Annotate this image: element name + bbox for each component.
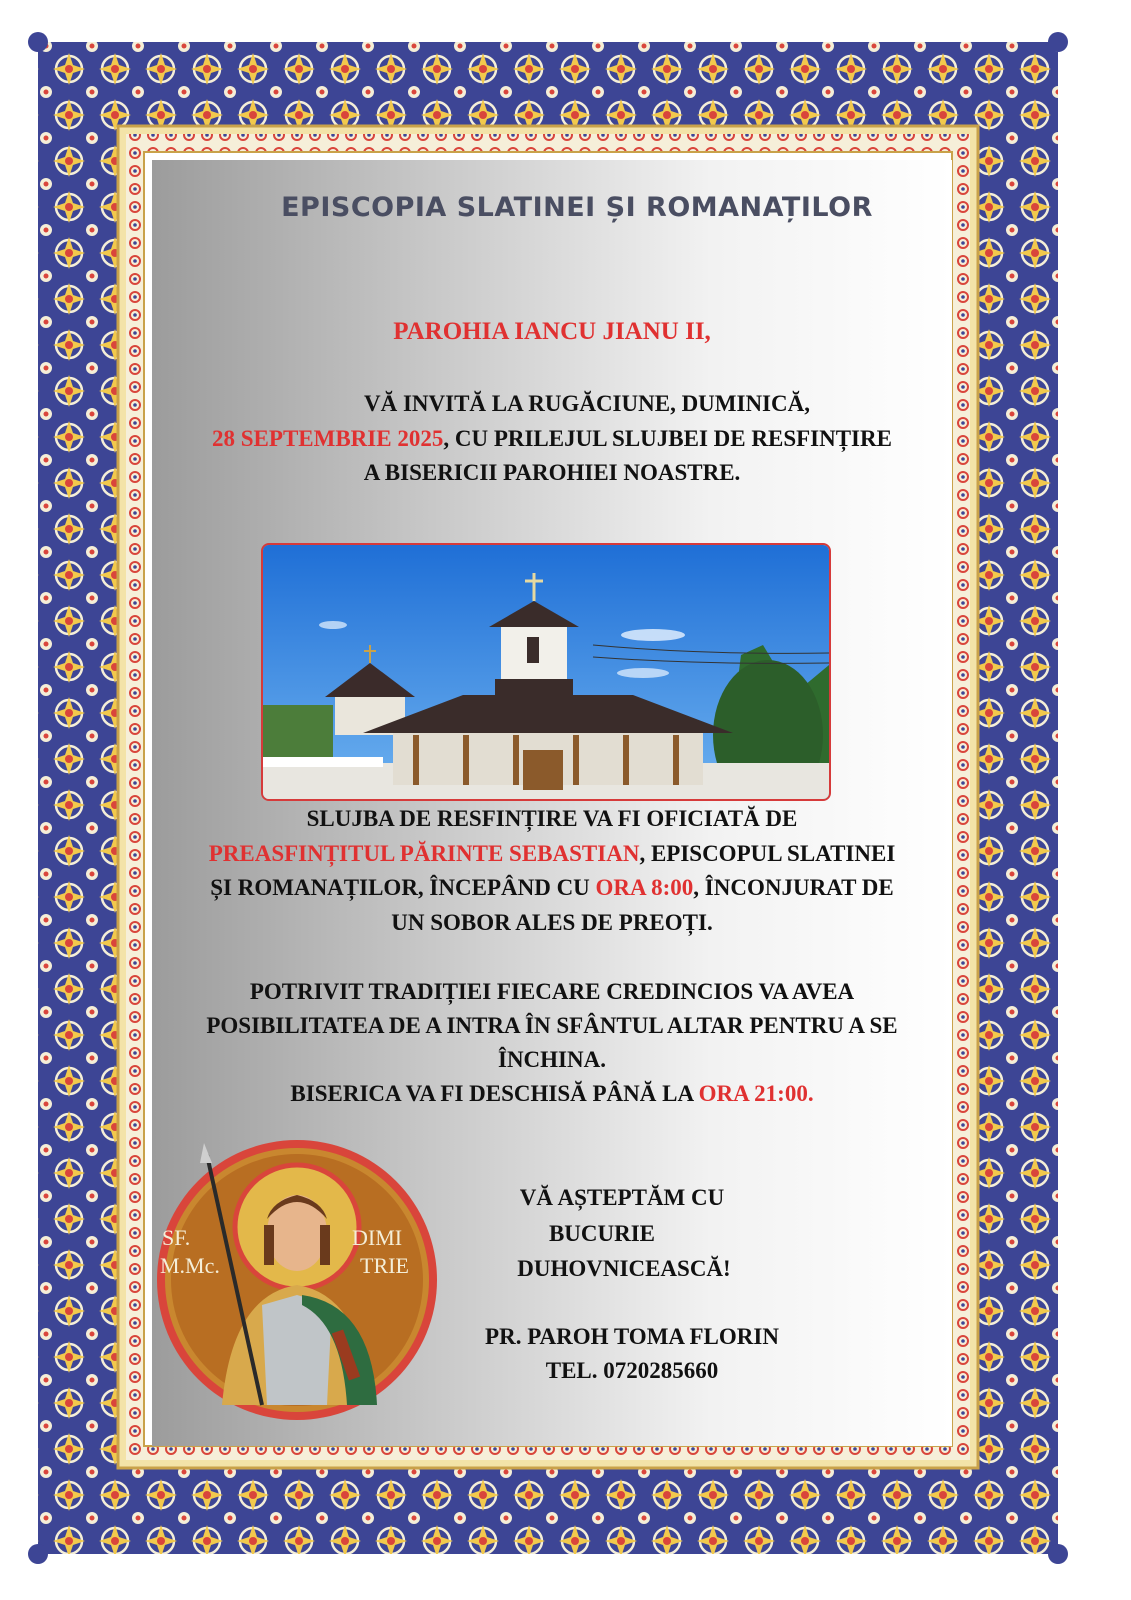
invitation-line-1: VĂ INVITĂ LA RUGĂCIUNE, DUMINICĂ, bbox=[364, 391, 810, 416]
tradition-line-2: POSIBILITATEA DE A INTRA ÎN SFÂNTUL ALTAR PENTRU A SE bbox=[206, 1013, 898, 1038]
priest-name: PR. PAROH TOMA FLORIN bbox=[485, 1324, 779, 1349]
tradition-line-1: POTRIVIT TRADIȚIEI FIECARE CREDINCIOS VA AVEA bbox=[249, 979, 855, 1004]
tradition-line-4a: BISERICA VA FI DESCHISĂ PÂNĂ LA bbox=[290, 1081, 699, 1106]
service-line-3 bbox=[152, 870, 952, 905]
service-line-3b: , ÎNCONJURAT DE bbox=[693, 875, 894, 900]
closing-line-3: DUHOVNICEASCĂ! bbox=[517, 1256, 731, 1281]
parish-name: PAROHIA IANCU JIANU II, bbox=[393, 318, 711, 345]
service-line-1: SLUJBA DE RESFINȚIRE VA FI OFICIATĂ DE bbox=[306, 806, 798, 831]
tradition-line-4 bbox=[152, 1076, 952, 1111]
icon-inscription-right-1: DIMI bbox=[352, 1225, 403, 1250]
invitation-line-3: A BISERICII PAROHIEI NOASTRE. bbox=[363, 460, 741, 485]
bishop-name: PREASFINȚITUL PĂRINTE SEBASTIAN bbox=[208, 841, 640, 866]
church-photo bbox=[261, 543, 831, 801]
closing-line-1: VĂ AȘTEPTĂM CU bbox=[519, 1185, 725, 1210]
service-line-2 bbox=[152, 836, 952, 871]
tradition-line-3: ÎNCHINA. bbox=[498, 1047, 606, 1072]
diocese-heading: EPISCOPIA SLATINEI ȘI ROMANAȚILOR bbox=[281, 192, 873, 223]
service-line-4: UN SOBOR ALES DE PREOȚI. bbox=[391, 910, 713, 935]
icon-inscription-left-1: SF. bbox=[162, 1225, 191, 1250]
invitation-line-2-rest: , CU PRILEJUL SLUJBEI DE RESFINȚIRE bbox=[443, 426, 892, 451]
invitation-line-2 bbox=[152, 421, 952, 456]
service-line-2-rest: , EPISCOPUL SLATINEI bbox=[639, 841, 896, 866]
icon-inscription-left-2: M.Mc. bbox=[160, 1253, 220, 1278]
event-date: 28 SEPTEMBRIE 2025 bbox=[212, 426, 444, 451]
close-time: ORA 21:00. bbox=[698, 1081, 814, 1106]
icon-inscription-right-2: TRIE bbox=[360, 1253, 409, 1278]
phone-number: TEL. 0720285660 bbox=[545, 1358, 719, 1383]
saint-dimitrie-icon bbox=[152, 1135, 442, 1425]
service-line-3a: ȘI ROMANAȚILOR, ÎNCEPÂND CU bbox=[210, 875, 596, 900]
poster-content bbox=[152, 160, 952, 1446]
closing-line-2: BUCURIE bbox=[548, 1221, 656, 1246]
start-time: ORA 8:00 bbox=[595, 875, 694, 900]
